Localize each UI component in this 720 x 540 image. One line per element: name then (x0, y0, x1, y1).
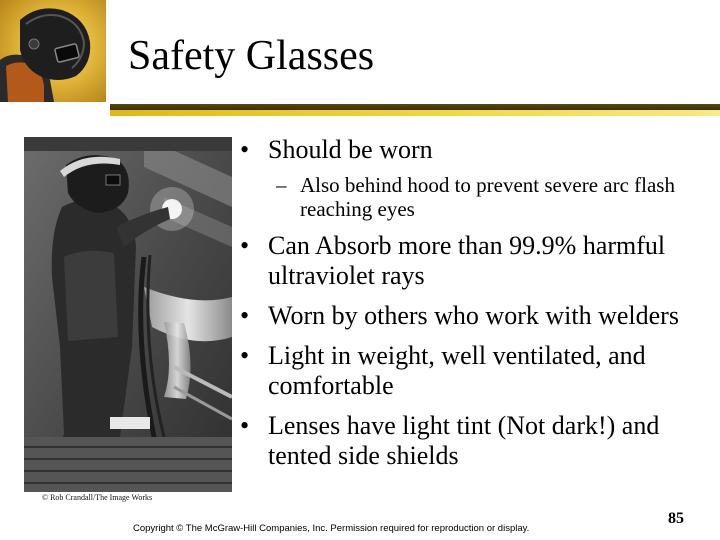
title-rule-gold (110, 110, 720, 116)
bullet-item (240, 231, 710, 291)
sub-bullet-item (240, 173, 710, 221)
bullet-marker: • (240, 341, 250, 370)
bullet-marker: • (240, 135, 250, 164)
bullet-text: Lenses have light tint (Not dark!) and tented side shields (268, 411, 660, 470)
slide-title: Safety Glasses (128, 33, 375, 79)
bullet-item (240, 301, 710, 331)
bullet-text: Light in weight, well ventilated, and comfortable (268, 341, 646, 400)
bullet-item (240, 411, 710, 471)
bullet-text: Should be worn (268, 135, 433, 164)
sub-bullet-text: Also behind hood to prevent severe arc flash reaching eyes (300, 173, 675, 221)
bullet-marker: • (240, 231, 250, 260)
sub-bullet-marker: – (276, 173, 287, 197)
welder-helmet-icon (0, 0, 106, 102)
page-number: 85 (668, 510, 684, 527)
photo-credit: © Rob Crandall/The Image Works (42, 493, 153, 502)
bullet-item (240, 341, 710, 401)
bullet-item (240, 135, 710, 165)
bullet-text: Can Absorb more than 99.9% harmful ultraviolet rays (268, 231, 666, 290)
bullet-marker: • (240, 301, 250, 330)
bullet-list (240, 135, 710, 471)
copyright-notice: Copyright © The McGraw-Hill Companies, Inc. Permission required for reproduction or display. (133, 523, 530, 534)
bullet-marker: • (240, 411, 250, 440)
welder-photo (24, 137, 232, 492)
bullet-text: Worn by others who work with welders (268, 301, 679, 330)
